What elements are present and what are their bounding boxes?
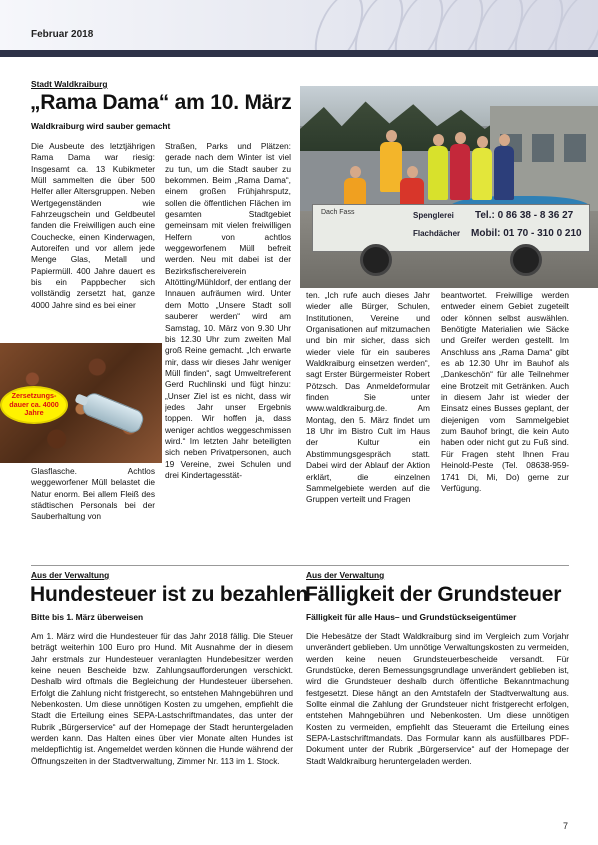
article1-col1: Die Ausbeute des letztjährigen Rama Dama war riesig: Insgesamt ca. 13 Kubikmeter Müll sammelten die über 500 Helfer aller Altersgruppen. Neben Wertgegenständen wie Fahrzeugschein und Geldbeutel fanden die Freiwilligen auch eine Couchecke, einen Kinderwagen, Autoreifen und vor allem jede Menge Glas, Metall und Papiermüll. 400 Jahre dauert es bis ein Pappbecher sich vollständig zersetzt hat, ganze 4000 Jahre sind es bei einer [31, 141, 155, 310]
trailer-wheel [360, 244, 392, 276]
article1-col1-continued: Glasflasche. Achtlos weggeworfener Müll belastet die Natur enorm. Bei allem Fleiß des städtischen Personals bei der Sauberhaltung von [31, 466, 155, 522]
trailer-mobile: Mobil: 01 70 - 310 0 210 [471, 228, 582, 239]
header-decoration [298, 0, 598, 50]
article3-kicker: Aus der Verwaltung [306, 570, 385, 580]
litter-photo [0, 343, 162, 463]
trailer-sign-line1: Spenglerei [413, 211, 454, 220]
decomposition-badge [2, 388, 66, 422]
trailer-sign [312, 204, 590, 252]
glass-bottle-image [80, 390, 146, 435]
article1-col3: ten. „Ich rufe auch dieses Jahr wieder alle Bürger, Schulen, Institutionen, Vereine und Organisationen auf mitzumachen und bin mir sicher, dass sich wieder viele für ein sauberes Waldkraiburg einsetzen werden“, sagt Erster Bürgermeister Robert Pötzsch. Das Anmeldeformular finden Sie unter www.waldkraiburg.de. Am Montag, den 5. März findet um 18 Uhr im Bistro Cult im Haus der Kultur ein Abstimmungsgespräch statt. Dabei wird der Ablauf der Aktion erklärt, die einzelnen Sammelgebiete werden auf die Gruppen verteilt und Fragen [306, 290, 430, 505]
article3-title: Fälligkeit der Grundsteuer [305, 583, 562, 606]
article2-subtitle: Bitte bis 1. März überweisen [31, 612, 144, 622]
article2-body: Am 1. März wird die Hundesteuer für das Jahr 2018 fällig. Die Steuer beträgt weiterhin 100 Euro pro Hund. Mit Ausnahme der in diesem Jahr erstmals zur Hundesteuer veranlagten Hundebesitzer werden keine neuen Bescheide bzw. Zahlungsaufforderungen verschickt. Deshalb wird oftmals die Begleichung der Hundesteuer übersehen. Erfolgt die Zahlung nicht fristgerecht, so entstehen Mahngebühren und Nebenkosten. Um diese unnötigen Kosten zu umgehen, empfiehlt die Stadt die Erteilung eines SEPA-Lastschriftmandates, das unter der Rubrik „Bürgerservice“ auf der Homepage der Stadt heruntergeladen werden kann. Das Halten eines über vier Monate alten Hundes ist meldepflichtig ist. Angemeldet werden können die Hunde während der Öffnungszeiten in der Stadtverwaltung, Zimmer Nr. 113 im 1. Stock. [31, 631, 293, 766]
article1-col2: Straßen, Parks und Plätzen: gerade nach dem Winter ist viel zu tun, um die Stadt sauber zu bekommen. Beim „Rama Dama“, einem großen Frühjahrsputz, sollen die öffentlichen Flächen im gesamten Stadtgebiet gemeinsam mit vielen freiwilligen Helfern von achtlos weggeworfenem Müll befreit werden. Neu mit dabei ist der Bezirksfischereiverein Altötting/Mühldorf, der entlang der Innauen aufräumen wird. Unter dem Motto „Unsere Stadt soll sauberer werden“ wird am Samstag, 10. März von 9.30 Uhr bis 12.30 Uhr zum zweiten Mal groß Reine gemacht. „Ich erwarte mir, dass wir dieses Jahr weniger Müll finden“, sagt Umweltreferent Gerd Ruchlinski und fügt hinzu: „Unser Ziel ist es nicht, dass wir jedes Jahr unser Ergebnis toppen. Wir hoffen ja, dass weniger achtlos weggeschmissen wird.“ Im letzten Jahr beteiligten sich neben Privatpersonen, auch 19 Vereine, zwei Schulen und drei Kindertagesstät- [165, 141, 291, 480]
article3-body: Die Hebesätze der Stadt Waldkraiburg sind im Vergleich zum Vorjahr unverändert geblieben. Um unnötige Verwaltungskosten zu vermeiden, werden keine neuen Grundsteuerbescheide versandt. Für Grundstücke, deren Bemessungsgrundlage unverändert geblieben ist, wird die Grundsteuer deshalb durch öffentliche Bekanntmachung festgesetzt. Diese hängt an den Amtstafeln der Stadtverwaltung aus. Sollte einmal die Zahlung der Grundsteuer nicht fristgerecht erfolgen, entstehen Mahngebühren und Nebenkosten. Um diese unnötigen Kosten zu vermeiden, empfiehlt das Steueramt die Erteilung eines SEPA-Lastschriftmandats. Das Formular kann als ausfüllbares PDF-Dokument unter der Rubrik „Bürgerservice“ auf der Homepage der Stadt Waldkraiburg heruntergeladen werden. [306, 631, 569, 766]
trailer-sign-line2: Flachdächer [413, 229, 461, 238]
article1-title: „Rama Dama“ am 10. März [30, 91, 292, 114]
issue-date: Februar 2018 [31, 29, 94, 40]
page-number: 7 [563, 821, 569, 831]
page-header [0, 0, 598, 57]
trailer-phone: Tel.: 0 86 38 - 8 36 27 [475, 210, 574, 221]
volunteers-photo [300, 86, 598, 288]
trailer-wheel [510, 244, 542, 276]
decomposition-badge-text: Zersetzungs-dauer ca. 4000 Jahre [9, 391, 59, 418]
article3-subtitle: Fälligkeit für alle Haus– und Grundstückseigentümer [306, 612, 517, 622]
article1-col4: beantwortet. Freiwillige werden entweder einem Gebiet zugeteilt oder können selbst auswählen. Benötigte Materialien wie Säcke und Greifer werden gestellt. Im Anschluss ans „Rama Dama“ gibt es ab 12.30 Uhr im Bauhof als „Dankeschön“ für alle Teilnehmer eine Brotzeit mit Getränken. Auch in diesem Jahr ist wieder der Einsatz eines Busses geplant, der diejenigen vom Sammelgebiet zum Bauhof bringt, die kein Auto haben oder nicht gut zu Fuß sind. Für Fragen steht Ihnen Frau Heinold-Peste (Tel. 08638-959-1741 Di, Mi, Do) gerne zur Verfügung. [441, 290, 569, 493]
section-divider [31, 565, 569, 566]
article2-kicker: Aus der Verwaltung [31, 570, 110, 580]
trailer-logo: Dach Fass [321, 209, 355, 216]
article1-kicker: Stadt Waldkraiburg [31, 79, 108, 89]
header-ribbon [0, 50, 598, 57]
article2-title: Hundesteuer ist zu bezahlen [30, 583, 309, 606]
article1-subtitle: Waldkraiburg wird sauber gemacht [31, 121, 171, 131]
